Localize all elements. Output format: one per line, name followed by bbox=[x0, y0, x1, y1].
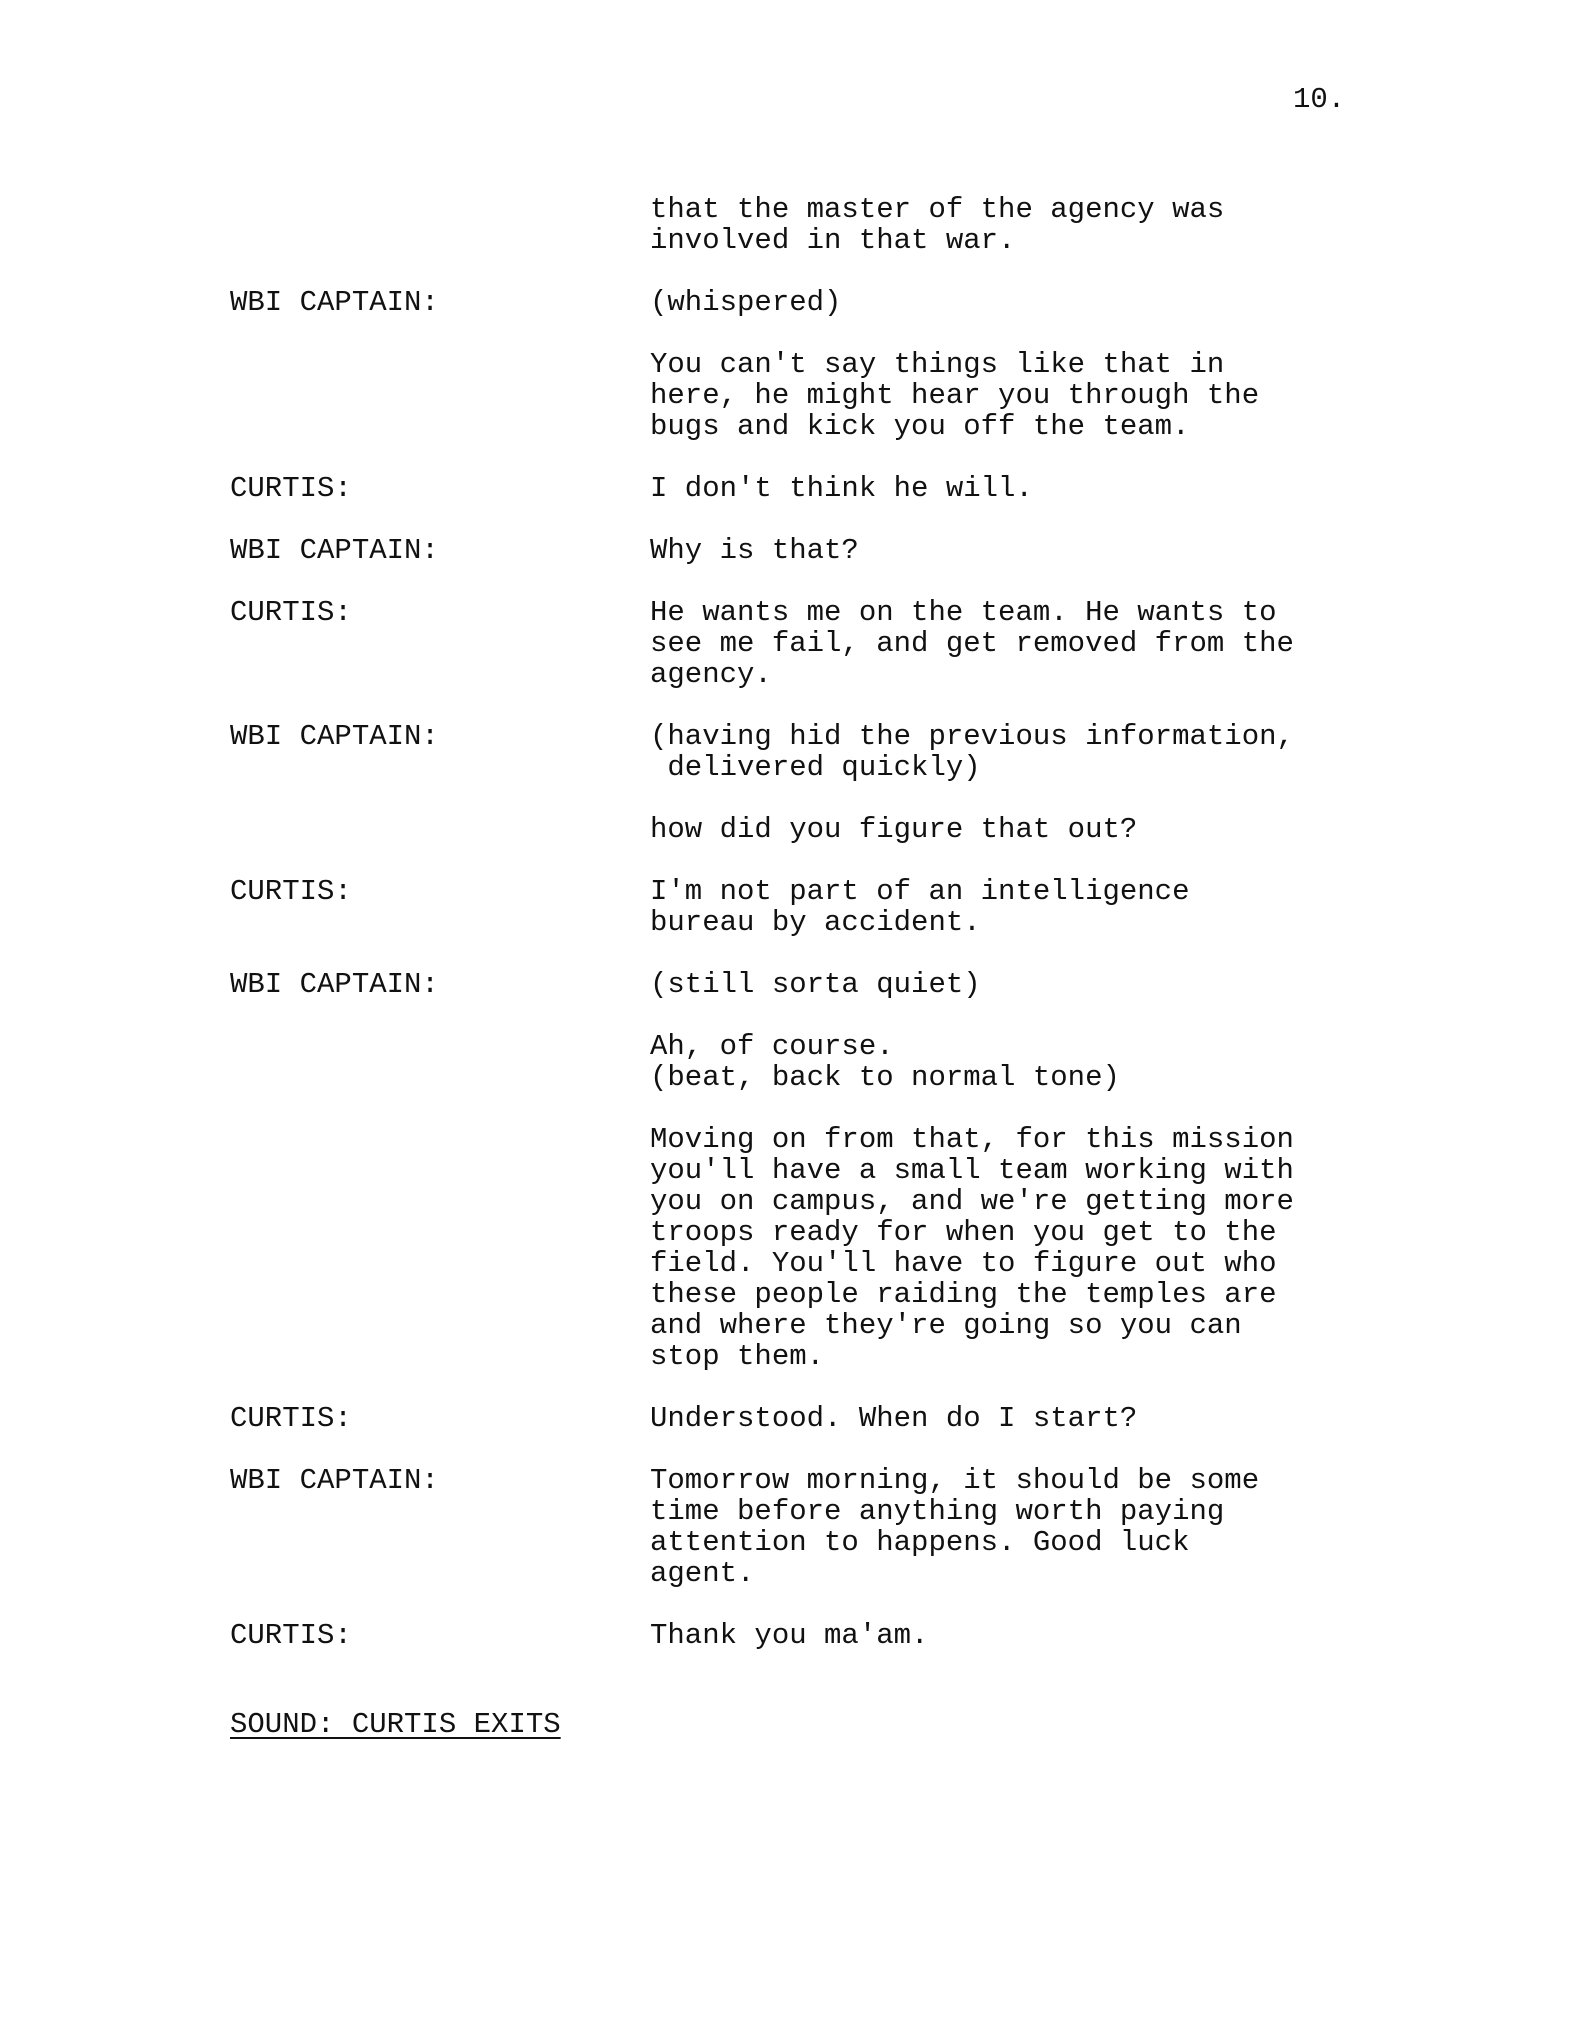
dialogue-line: (whispered) bbox=[650, 286, 842, 319]
character-name: WBI CAPTAIN: bbox=[230, 1464, 439, 1497]
dialogue-line: (still sorta quiet) bbox=[650, 968, 981, 1001]
dialogue-line: (having hid the previous information, bbox=[650, 720, 1294, 753]
dialogue-line: He wants me on the team. He wants to bbox=[650, 596, 1277, 629]
dialogue-line: I'm not part of an intelligence bbox=[650, 875, 1190, 908]
dialogue-line: Understood. When do I start? bbox=[650, 1402, 1138, 1435]
dialogue-line: delivered quickly) bbox=[650, 751, 981, 784]
dialogue-line: that the master of the agency was bbox=[650, 193, 1225, 226]
dialogue-line: agency. bbox=[650, 658, 772, 691]
character-name: CURTIS: bbox=[230, 596, 352, 629]
dialogue-block bbox=[0, 721, 1575, 783]
dialogue-line: Tomorrow morning, it should be some bbox=[650, 1464, 1260, 1497]
character-name: WBI CAPTAIN: bbox=[230, 968, 439, 1001]
dialogue-block bbox=[0, 1124, 1575, 1372]
dialogue-block bbox=[0, 473, 1575, 504]
dialogue-line: and where they're going so you can bbox=[650, 1309, 1242, 1342]
dialogue-line: involved in that war. bbox=[650, 224, 1016, 257]
character-name: CURTIS: bbox=[230, 472, 352, 505]
dialogue-line: (beat, back to normal tone) bbox=[650, 1061, 1120, 1094]
dialogue-line: stop them. bbox=[650, 1340, 825, 1373]
dialogue-line: bugs and kick you off the team. bbox=[650, 410, 1190, 443]
character-name: CURTIS: bbox=[230, 1619, 352, 1652]
dialogue-line: these people raiding the temples are bbox=[650, 1278, 1277, 1311]
dialogue-block bbox=[0, 876, 1575, 938]
character-name: WBI CAPTAIN: bbox=[230, 534, 439, 567]
dialogue-block bbox=[0, 287, 1575, 318]
dialogue-line: Why is that? bbox=[650, 534, 859, 567]
dialogue-line: I don't think he will. bbox=[650, 472, 1033, 505]
dialogue-line: Ah, of course. bbox=[650, 1030, 894, 1063]
sound-cue: SOUND: CURTIS EXITS bbox=[230, 1708, 561, 1741]
character-name: WBI CAPTAIN: bbox=[230, 286, 439, 319]
dialogue-line: Thank you ma'am. bbox=[650, 1619, 929, 1652]
dialogue-line: time before anything worth paying bbox=[650, 1495, 1225, 1528]
dialogue-block bbox=[0, 1403, 1575, 1434]
dialogue-line: bureau by accident. bbox=[650, 906, 981, 939]
dialogue-line: here, he might hear you through the bbox=[650, 379, 1260, 412]
dialogue-line: troops ready for when you get to the bbox=[650, 1216, 1277, 1249]
dialogue-line: you on campus, and we're getting more bbox=[650, 1185, 1294, 1218]
script-body bbox=[0, 194, 1575, 1682]
dialogue-block bbox=[0, 1465, 1575, 1589]
character-name: CURTIS: bbox=[230, 875, 352, 908]
dialogue-block bbox=[0, 349, 1575, 442]
dialogue-line: you'll have a small team working with bbox=[650, 1154, 1294, 1187]
dialogue-line: how did you figure that out? bbox=[650, 813, 1138, 846]
dialogue-line: attention to happens. Good luck bbox=[650, 1526, 1190, 1559]
dialogue-line: Moving on from that, for this mission bbox=[650, 1123, 1294, 1156]
character-name: WBI CAPTAIN: bbox=[230, 720, 439, 753]
dialogue-line: see me fail, and get removed from the bbox=[650, 627, 1294, 660]
character-name: CURTIS: bbox=[230, 1402, 352, 1435]
dialogue-line: You can't say things like that in bbox=[650, 348, 1225, 381]
dialogue-block bbox=[0, 597, 1575, 690]
dialogue-line: agent. bbox=[650, 1557, 755, 1590]
page-number: 10. bbox=[1293, 83, 1346, 116]
dialogue-line: field. You'll have to figure out who bbox=[650, 1247, 1277, 1280]
dialogue-block bbox=[0, 1031, 1575, 1093]
dialogue-block bbox=[0, 814, 1575, 845]
dialogue-block bbox=[0, 969, 1575, 1000]
dialogue-block bbox=[0, 535, 1575, 566]
dialogue-block bbox=[0, 194, 1575, 256]
dialogue-block bbox=[0, 1620, 1575, 1651]
